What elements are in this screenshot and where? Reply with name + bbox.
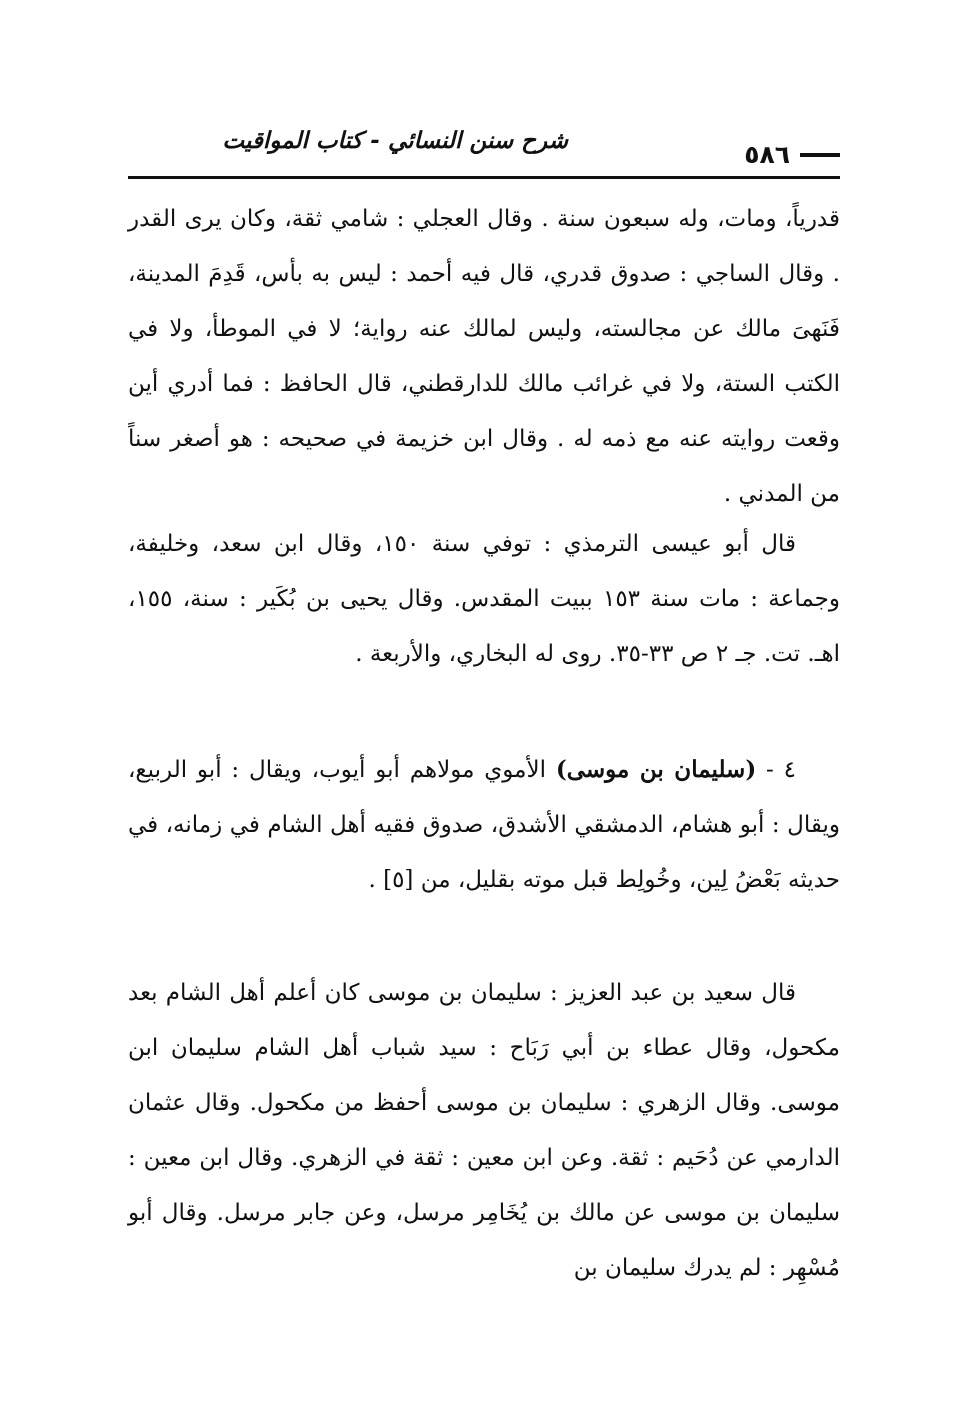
narrator-name: (سليمان بن موسى) xyxy=(555,756,757,783)
entry-number: ٤ - xyxy=(756,757,796,783)
paragraph-2-text: قال أبو عيسى الترمذي : توفي سنة ١٥٠، وقال ابن سعد، وخليفة، وجماعة : مات سنة ١٥٣ ببيت المقدس. وقال يحيى بن بُكَير : سنة، ١٥٥، اهـ. تت. جـ ٢ ص ٣٣-٣٥. روى له البخاري، والأربعة . xyxy=(128,531,840,667)
page-number: ٥٨٦ xyxy=(744,140,790,169)
header-rule xyxy=(128,176,840,179)
paragraph-1: قدرياً، ومات، وله سبعون سنة . وقال العجلي : شامي ثقة، وكان يرى القدر . وقال الساجي : صدوق قدري، قال فيه أحمد : ليس به بأس، قَدِمَ المدينة، فَنَهىَ مالك عن مجالسته، وليس لمالك عنه رواية؛ لا في الموطأ، ولا في الكتب الستة، ولا في غرائب مالك للدارقطني، قال الحافظ : فما أدري أين وقعت روايته عنه مع ذمه له . وقال ابن خزيمة في صحيحه : هو أصغر سناً من المدني . xyxy=(128,206,840,507)
paragraph-3-text: الأموي مولاهم أبو أيوب، ويقال : أبو الربيع، ويقال : أبو هشام، الدمشقي الأشدق، صدوق فقيه أهل الشام في زمانه، في حديثه بَعْضُ لِين، وخُولِط قبل موته بقليل، من [٥] . xyxy=(128,757,840,893)
paragraph-4-text: قال سعيد بن عبد العزيز : سليمان بن موسى كان أعلم أهل الشام بعد مكحول، وقال عطاء بن أبي رَبَاح : سيد شباب أهل الشام سليمان ابن موسى. وقال الزهري : سليمان بن موسى أحفظ من مكحول. وقال عثمان الدارمي عن دُحَيم : ثقة. وعن ابن معين : ثقة في الزهري. وقال ابن معين : سليمان بن موسى عن مالك بن يُخَامِر مرسل، وعن جابر مرسل. وقال أبو مُسْهِر : لم يدرك سليمان بن xyxy=(128,980,840,1281)
page-number-group xyxy=(744,140,840,169)
paragraph-3 xyxy=(128,742,840,908)
paragraph-2 xyxy=(128,517,840,682)
header-dash xyxy=(800,153,840,157)
running-title: شرح سنن النسائي - كتاب المواقيت xyxy=(222,128,568,154)
page-header xyxy=(128,118,840,178)
paragraph-4 xyxy=(128,966,840,1296)
